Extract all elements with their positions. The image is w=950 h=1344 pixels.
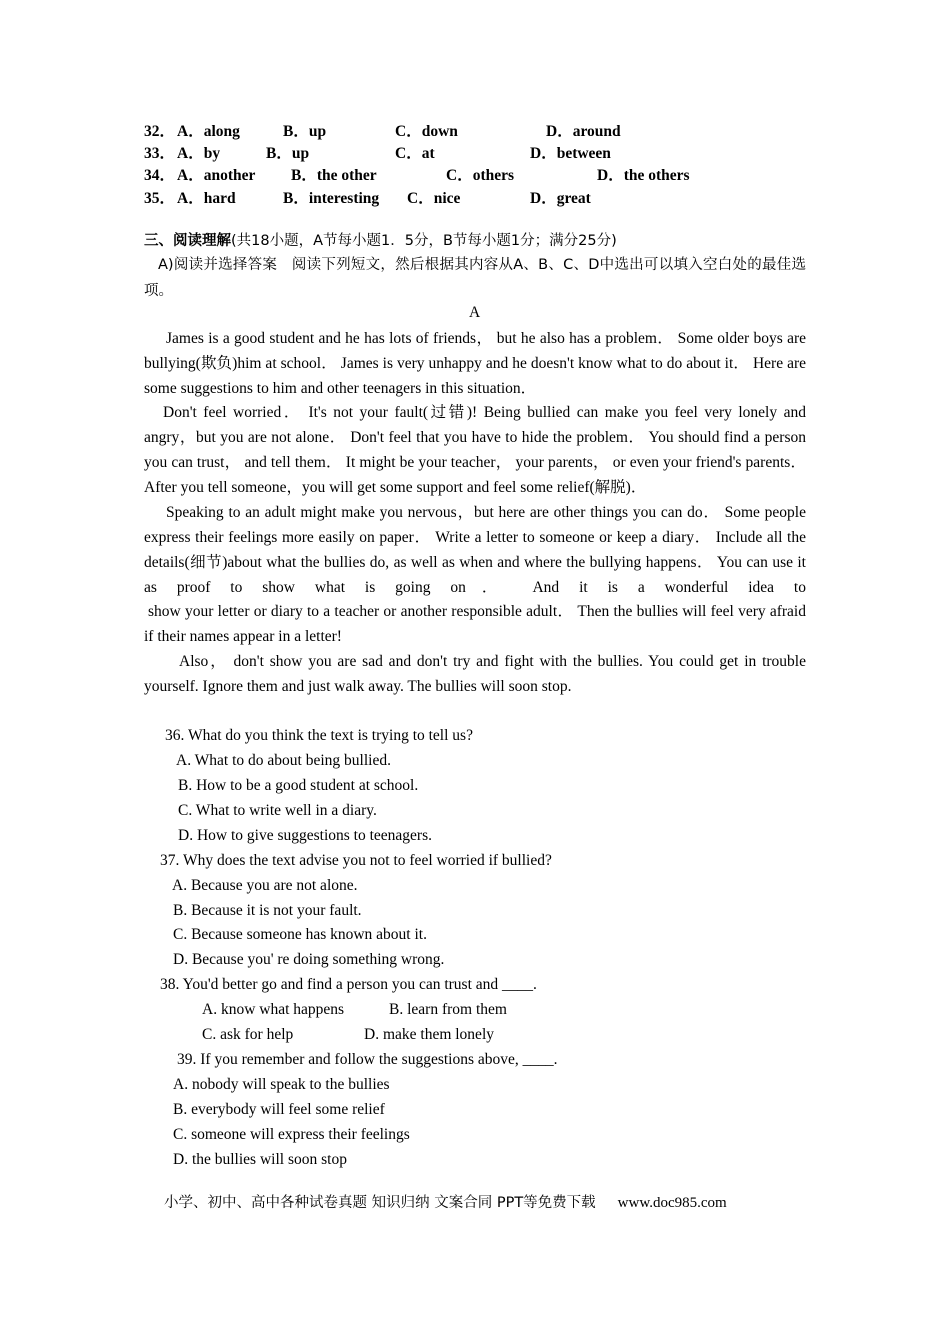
option-b: B．interesting (283, 190, 380, 207)
option-a: A．by (177, 145, 221, 162)
question-37-option-c: C. Because someone has known about it. (173, 926, 427, 943)
question-number: 33． (144, 145, 176, 162)
question-39-option-b: B. everybody will feel some relief (173, 1101, 385, 1118)
question-36-option-c: C. What to write well in a diary. (178, 802, 377, 819)
question-36-option-d: D. How to give suggestions to teenagers. (178, 827, 432, 844)
question-38-option-c: C. ask for help (202, 1026, 294, 1043)
option-b: B．up (266, 145, 310, 162)
passage-label: A (469, 304, 481, 321)
section-heading (144, 229, 617, 250)
option-c: C．at (395, 145, 435, 162)
option-a: A．another (177, 167, 256, 184)
footer-url[interactable]: www.doc985.com (617, 1195, 727, 1211)
question-36-option-b: B. How to be a good student at school. (178, 777, 419, 794)
question-38-option-d: D. make them lonely (364, 1026, 494, 1043)
passage-paragraph-3: Speaking to an adult might make you nervous，but here are other things you can do． Some people express their feelings more easily on paper． Write a letter to someone or keep a diary． Include all the details(细节)about what the bullies do, as well as when and where the bullying happens． You can use it as proof to show what is going on． And it is a wonderful idea to (144, 504, 806, 596)
question-37-option-b: B. Because it is not your fault. (173, 902, 362, 919)
question-37-option-d: D. Because you' re doing something wrong. (173, 951, 445, 968)
option-d: D．around (546, 123, 621, 140)
passage-paragraph-1: James is a good student and he has lots of friends， but he also has a problem． Some older boys are bullying(欺负)him at school． James is very unhappy and he doesn't know what to do about it． Here are some suggestions to him and other teenagers in this situation． (144, 330, 806, 397)
option-a: A．along (177, 123, 240, 140)
option-d: D．between (530, 145, 611, 162)
question-37-stem: 37. Why does the text advise you not to feel worried if bullied? (160, 852, 552, 869)
question-number: 34． (144, 167, 176, 184)
option-c: C．nice (407, 190, 461, 207)
question-39-option-d: D. the bullies will soon stop (173, 1151, 347, 1168)
option-c: C．others (446, 167, 515, 184)
question-37-option-a: A. Because you are not alone. (172, 877, 358, 894)
question-39-option-c: C. someone will express their feelings (173, 1126, 410, 1143)
option-c: C．down (395, 123, 458, 140)
footer-text: 小学、初中、高中各种试卷真题 知识归纳 文案合同 PPT等免费下载 (164, 1195, 596, 1211)
page-footer (164, 1191, 727, 1212)
question-39-option-a: A. nobody will speak to the bullies (173, 1076, 390, 1093)
option-b: B．the other (291, 167, 377, 184)
question-38-option-b: B. learn from them (389, 1001, 507, 1018)
option-d: D．the others (597, 167, 690, 184)
option-d: D．great (530, 190, 591, 207)
passage-paragraph-4: show your letter or diary to a teacher or another responsible adult． Then the bullies will feel very afraid if their names appear in a letter! (144, 603, 806, 645)
section-instruction: A)阅读并选择答案 阅读下列短文，然后根据其内容从A、B、C、D中选出可以填入空白处的最佳选项。 (144, 257, 806, 299)
option-a: A．hard (177, 190, 236, 207)
question-38-stem: 38. You'd better go and find a person you can trust and ____. (160, 976, 537, 993)
section-note: (共18小题，A节每小题1．5分，B节每小题1分；满分25分) (231, 233, 617, 249)
question-38-option-a: A. know what happens (202, 1001, 345, 1018)
passage-paragraph-2: Don't feel worried． It's not your fault(过错)! Being bullied can make you feel very lonely and angry，but you are not alone． Don't feel that you have to hide the problem． You should find a person you can trust， and tell them． It might be your teacher， your parents， or even your friend's parents． After you tell someone，you will get some support and feel some relief(解脱)． (144, 404, 806, 496)
passage-paragraph-5: Also， don't show you are sad and don't try and fight with the bullies. You could get in trouble yourself. Ignore them and just walk away. The bullies will soon stop. (144, 653, 806, 695)
option-b: B．up (283, 123, 327, 140)
question-36-option-a: A. What to do about being bullied. (176, 752, 391, 769)
question-number: 32． (144, 123, 176, 140)
question-39-stem: 39. If you remember and follow the suggestions above, ____. (177, 1051, 558, 1068)
section-title: 三、阅读理解 (144, 233, 231, 249)
question-36-stem: 36. What do you think the text is trying to tell us? (165, 727, 473, 744)
question-number: 35． (144, 190, 176, 207)
